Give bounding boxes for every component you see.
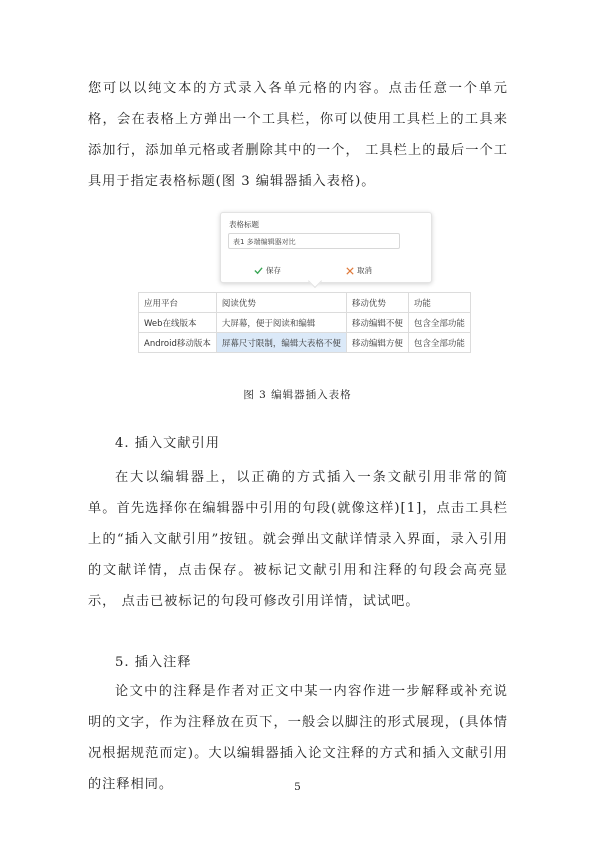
table-cell[interactable]: 包含全部功能 [408,313,470,333]
table-cell[interactable]: Web在线版本 [139,313,217,333]
section-heading-4: 4. 插入文献引用 [115,436,220,451]
check-icon [254,266,263,275]
paragraph-intro: 您可以以纯文本的方式录入各单元格的内容。点击任意一个单元格，会在表格上方弹出一个工具栏，你可以使用工具栏上的工具来添加行，添加单元格或者删除其中的一个， 工具栏上的最后一个工具用于指定表格标题(图 3 编辑器插入表格)。 [88,81,508,189]
save-label: 保存 [266,266,281,275]
paragraph-citation: 在大以编辑器上，以正确的方式插入一条文献引用非常的简单。首先选择你在编辑器中引用的句段(就像这样)[1]，点击工具栏上的“插入文献引用”按钮。就会弹出文献详情录入界面，录入引用的文献详情，点击保存。被标记文献引用和注释的句段会高亮显示， 点击已被标记的句段可修改引用详情，试试吧。 [88,470,508,609]
table-cell[interactable]: 移动编辑不便 [346,313,408,333]
table-header-row [139,293,471,313]
table-cell[interactable]: 移动编辑方便 [346,333,408,353]
paragraph-notes: 论文中的注释是作者对正文中某一内容作进一步解释或补充说明的文字，作为注释放在页下，一般会以脚注的形式展现，(具体情况根据规范而定)。大以编辑器插入论文注释的方式和插入文献引用的注释相同。 [88,684,508,792]
figure-caption: 图 3 编辑器插入表格 [243,389,352,401]
table-cell[interactable]: Android移动版本 [139,333,217,353]
table-figure [138,212,492,360]
table-title-popup [220,212,432,283]
table-cell[interactable]: 包含全部功能 [408,333,470,353]
cancel-label: 取消 [357,266,372,275]
popup-title: 表格标题 [229,220,259,229]
table-header-cell[interactable]: 应用平台 [139,293,217,313]
table-title-input[interactable]: 表1 多端编辑器对比 [228,233,400,249]
comparison-table [138,292,471,353]
save-button[interactable] [254,265,281,276]
close-icon [346,267,354,275]
table-header-cell[interactable]: 移动优势 [346,293,408,313]
cancel-button[interactable] [346,265,372,276]
table-row [139,333,471,353]
section-heading-5: 5. 插入注释 [115,655,192,670]
table-row [139,313,471,333]
table-header-cell[interactable]: 功能 [408,293,470,313]
page-number: 5 [294,781,301,793]
table-cell-selected[interactable]: 屏幕尺寸限制，编辑大表格不便 [216,333,346,353]
table-header-cell[interactable]: 阅读优势 [216,293,346,313]
table-cell[interactable]: 大屏幕，便于阅读和编辑 [216,313,346,333]
